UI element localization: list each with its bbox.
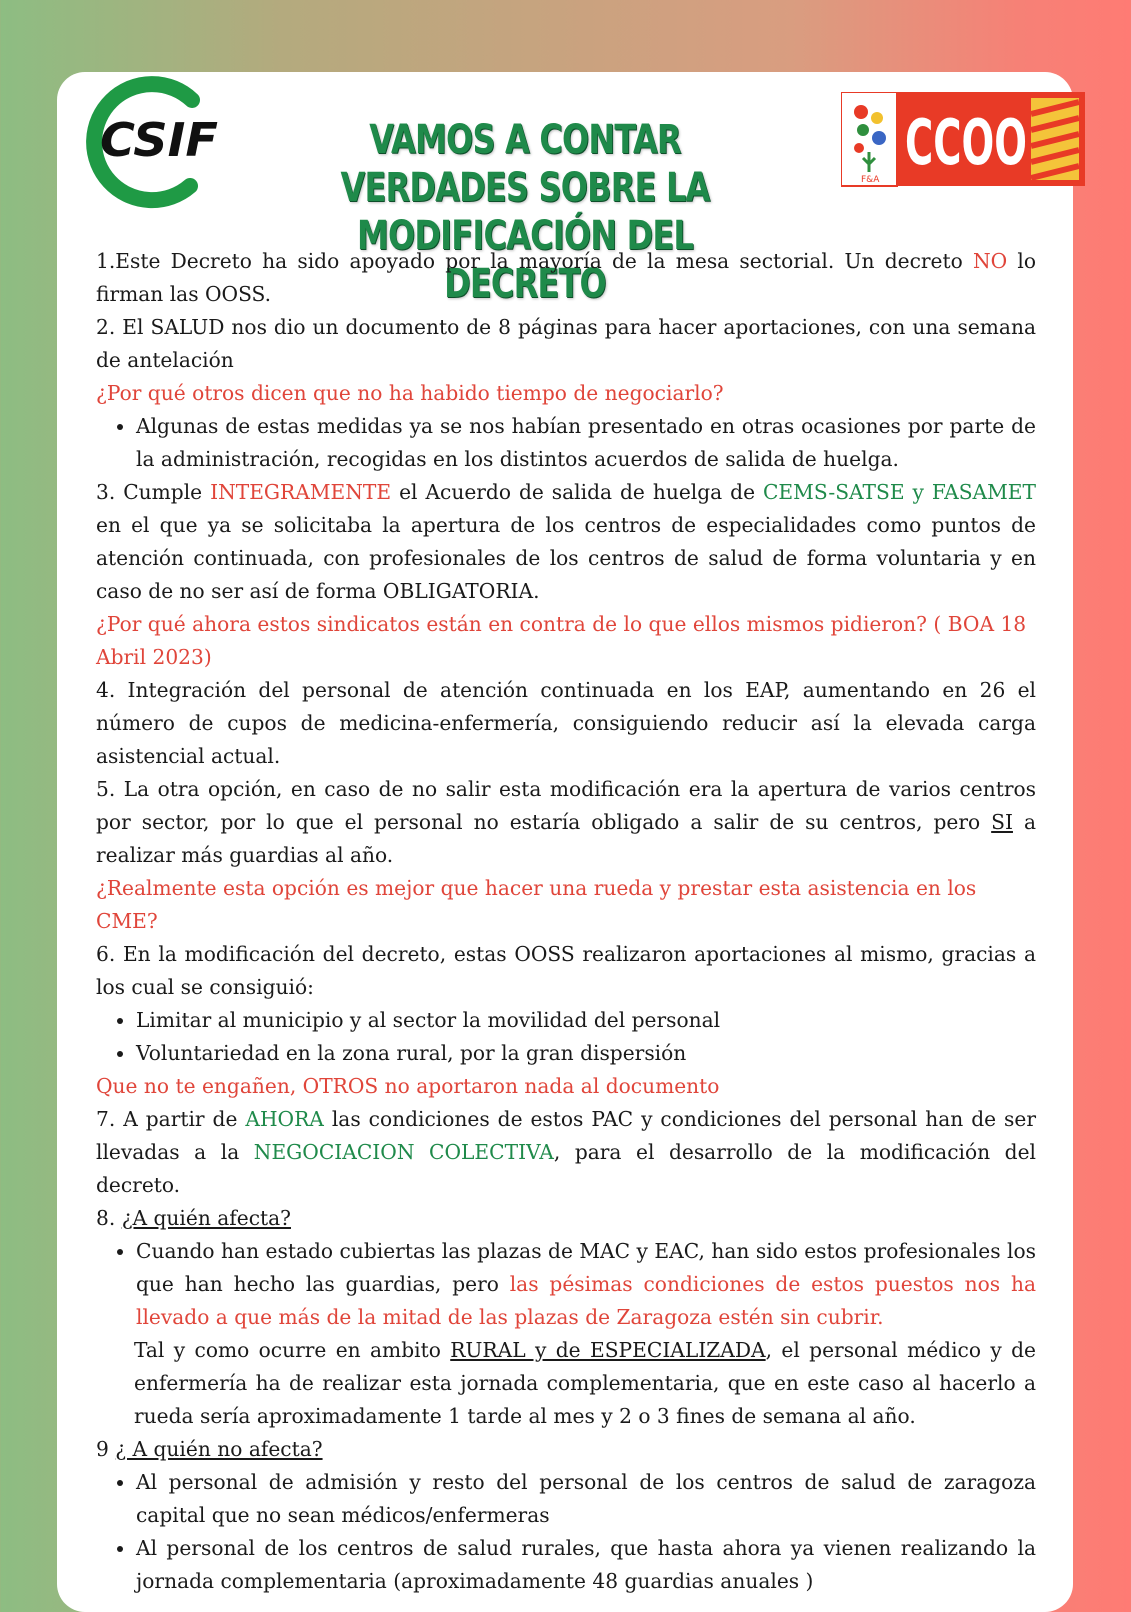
point-3: 3. Cumple INTEGRAMENTE el Acuerdo de salida de huelga de CEMS-SATSE y FASAMET en el que ya se solicitaba la apertura de los centros de especialidades como puntos de atención continuada, con profesionales de los centros de salud de forma voluntaria y en caso de no ser así de forma OBLIGATORIA. <box>96 480 1036 603</box>
bullet-list-6 <box>96 1004 1036 1070</box>
bullet-list-1 <box>96 410 1036 476</box>
question-4: Que no te engañen, OTROS no aportaron nada al documento <box>96 1074 720 1098</box>
csif-logo <box>72 74 222 209</box>
list-item: • Voluntariedad en la zona rural, por la gran dispersión <box>136 1037 1036 1070</box>
list-item: • Cuando han estado cubiertas las plazas de MAC y EAC, han sido estos profesionales los que han hecho las guardias, pero las pésimas condiciones de estos puestos nos ha llevado a que más de la mitad de las plazas de Zaragoza estén sin cubrir. <box>136 1235 1036 1334</box>
question-3: ¿Realmente esta opción es mejor que hacer una rueda y prestar esta asistencia en los CME? <box>96 876 977 933</box>
title-line-1: VAMOS A CONTAR VERDADES SOBRE LA <box>340 117 710 211</box>
point-5: 5. La otra opción, en caso de no salir esta modificación era la apertura de varios centros por sector, por lo que el personal no estaría obligado a salir de su centros, pero SI a realizar más guardias al año. <box>96 777 1037 867</box>
point-8: 8. ¿A quién afecta? <box>96 1206 291 1230</box>
list-item: • Limitar al municipio y al sector la movilidad del personal <box>136 1004 1036 1037</box>
point-1: 1.Este Decreto ha sido apoyado por la mayoría de la mesa sectorial. Un decreto NO lo firman las OOSS. <box>96 249 1036 306</box>
point-4: 4. Integración del personal de atención continuada en los EAP, aumentando en 26 el número de cupos de medicina-enfermería, consiguiendo reducir así la elevada carga asistencial actual. <box>96 678 1036 768</box>
point-7: 7. A partir de AHORA las condiciones de estos PAC y condiciones del personal han de ser llevadas a la NEGOCIACION COLECTIVA, para el desarrollo de la modificación del decreto. <box>96 1107 1036 1197</box>
list-item: • Al personal de admisión y resto del personal de los centros de salud de zaragoza capital que no sean médicos/enfermeras <box>136 1466 1036 1532</box>
ccoo-flower-label: F&A <box>861 175 880 185</box>
aragon-stripes-icon <box>1031 98 1079 180</box>
point-6: 6. En la modificación del decreto, estas OOSS realizaron aportaciones al mismo, gracias a los cual se consiguió: <box>96 942 1036 999</box>
bullet-list-8 <box>96 1235 1036 1334</box>
question-2: ¿Por qué ahora estos sindicatos están en contra de lo que ellos mismos pidieron? ( BOA 18 Abril 2023) <box>96 612 1027 669</box>
bullet-list-9 <box>96 1466 1036 1598</box>
ccoo-logo-text: CCOO <box>905 106 1027 179</box>
point-8-detail: Tal y como ocurre en ambito RURAL y de ESPECIALIZADA, el personal médico y de enfermería ha de realizar esta jornada complementaria, que en este caso al hacerlo a rueda sería aproximadamente 1 tarde al mes y 2 o 3 fines de semana al año. <box>134 1338 1036 1428</box>
ccoo-logo <box>841 92 1085 188</box>
point-9: 9 ¿ A quién no afecta? <box>96 1437 323 1461</box>
csif-logo-text: CSIF <box>100 113 218 167</box>
question-1: ¿Por qué otros dicen que no ha habido tiempo de negociarlo? <box>96 381 724 405</box>
document-body <box>96 245 1036 1598</box>
list-item: • Algunas de estas medidas ya se nos habían presentado en otras ocasiones por parte de la administración, recogidas en los distintos acuerdos de salida de huelga. <box>136 410 1036 476</box>
list-item: • Al personal de los centros de salud rurales, que hasta ahora ya vienen realizando la jornada complementaria (aproximadamente 48 guardias anuales ) <box>136 1532 1036 1598</box>
point-2: 2. El SALUD nos dio un documento de 8 páginas para hacer aportaciones, con una semana de antelación <box>96 315 1036 372</box>
title-line-2: MODIFICACIÓN DEL DECRETO <box>356 213 694 307</box>
